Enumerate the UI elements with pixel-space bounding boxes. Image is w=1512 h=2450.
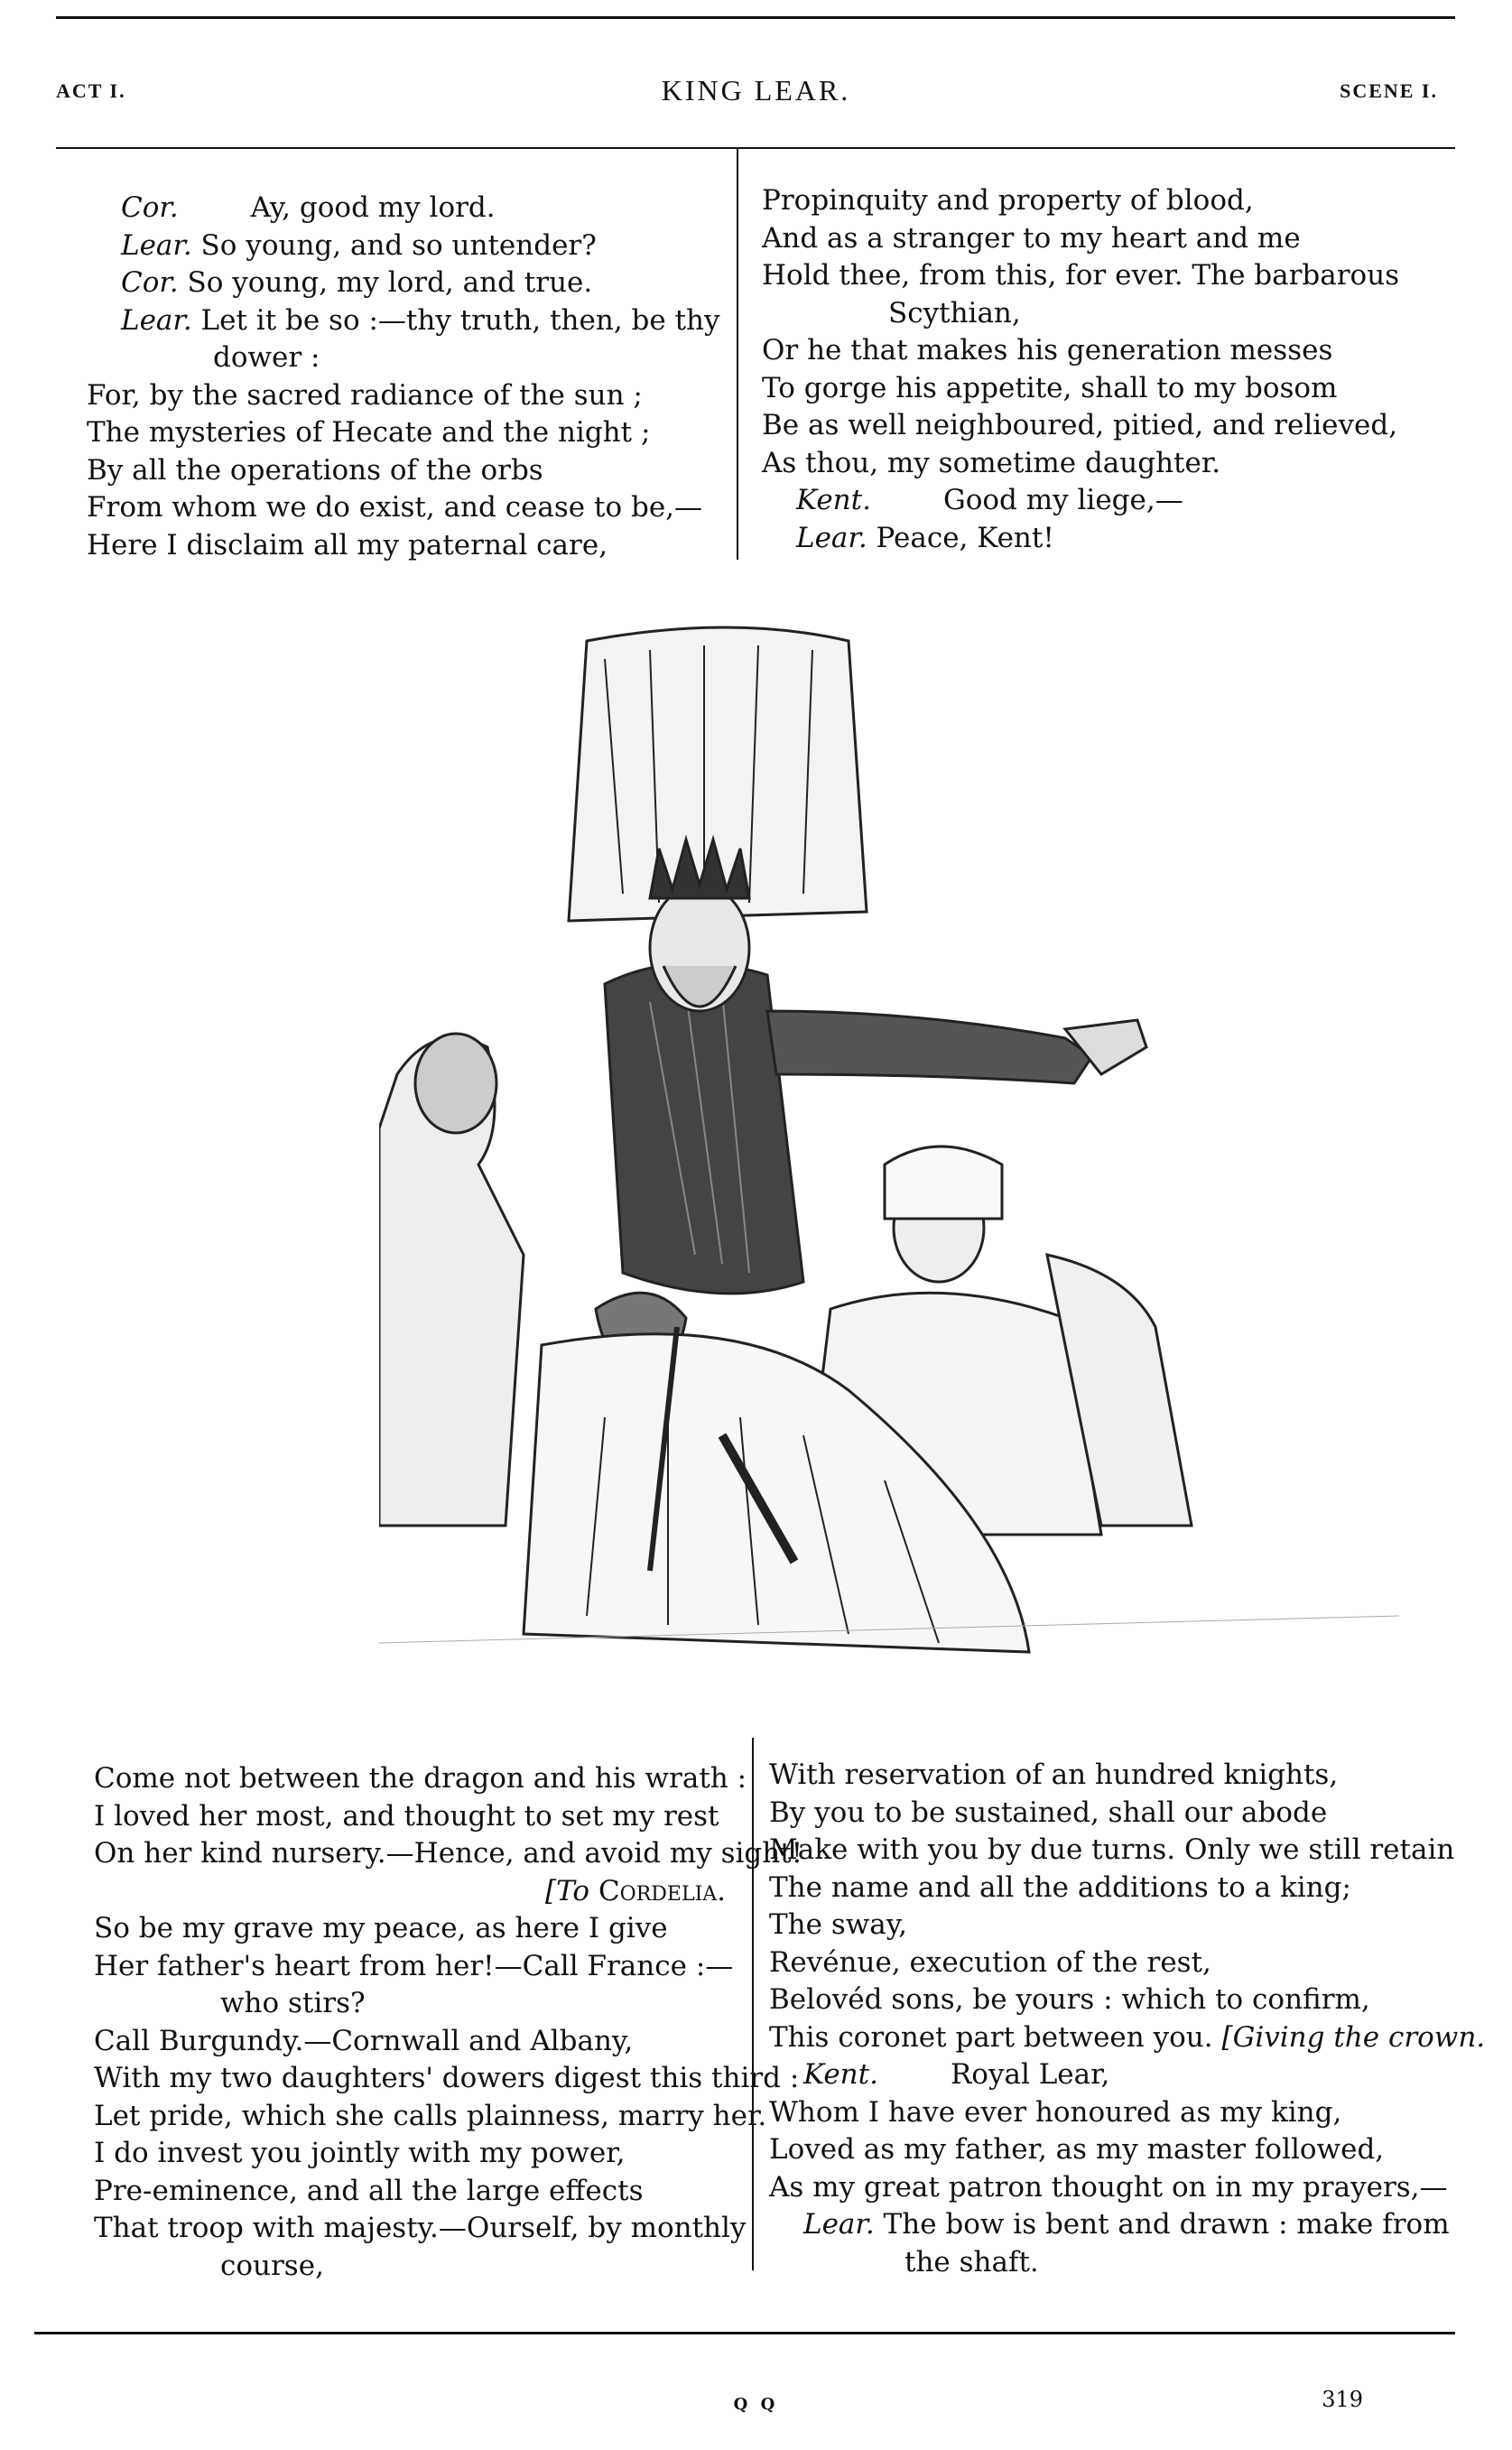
- illustration: [379, 623, 1399, 1711]
- verse-line: [87, 339, 728, 377]
- verse-text: By you to be sustained, shall our abode: [769, 1796, 1328, 1829]
- verse-text: Come not between the dragon and his wrath :: [94, 1762, 747, 1795]
- verse-text: Her father's heart from her!—Call France :—: [94, 1949, 734, 1982]
- verse-text: Loved as my father, as my master followed,: [769, 2133, 1385, 2166]
- verse-text: So young, and so untender?: [200, 228, 597, 262]
- speaker-name: Kent.: [803, 2058, 878, 2091]
- verse-text: I do invest you jointly with my power,: [94, 2137, 626, 2169]
- verse-text: To gorge his appetite, shall to my bosom: [762, 371, 1338, 404]
- verse-line: [769, 2169, 1448, 2207]
- speaker-name: Kent.: [796, 484, 871, 516]
- verse-text: Pre-eminence, and all the large effects: [94, 2174, 644, 2207]
- verse-text: On her kind nursery.—Hence, and avoid my sight!: [94, 1837, 803, 1870]
- verse-text: Hold thee, from this, for ever. The barbarous: [762, 259, 1400, 292]
- verse-text: And as a stranger to my heart and me: [762, 221, 1301, 255]
- verse-text: Whom I have ever honoured as my king,: [769, 2095, 1342, 2129]
- verse-text: So be my grave my peace, as here I give: [94, 1912, 668, 1944]
- verse-text: By all the operations of the orbs: [87, 453, 543, 487]
- verse-text: Call Burgundy.—Cornwall and Albany,: [94, 2024, 634, 2057]
- verse-line: [94, 2098, 767, 2136]
- verse-line: [94, 1910, 726, 1948]
- verse-text: dower :: [213, 341, 320, 374]
- signature-mark: Q Q: [733, 2395, 779, 2414]
- verse-text: So young, my lord, and true.: [187, 266, 593, 299]
- verse-line: [94, 2060, 800, 2098]
- speaker-name: Cor.: [121, 191, 179, 224]
- verse-line: [762, 407, 1412, 445]
- verse-text: This coronet part between you.: [769, 2020, 1213, 2054]
- verse-text: For, by the sacred radiance of the sun ;: [87, 378, 643, 412]
- verse-text: Let pride, which she calls plainness, marry her.: [94, 2099, 767, 2132]
- verse-line: [762, 182, 1412, 220]
- verse-text: Belovéd sons, be yours : which to confirm,: [769, 1983, 1370, 2016]
- top-left-column: [87, 190, 728, 564]
- verse-line: [94, 2210, 747, 2248]
- stage-direction: [To: [545, 1874, 590, 1907]
- verse-line: [769, 2131, 1410, 2169]
- verse-text: Revénue, execution of the rest,: [769, 1945, 1211, 1979]
- verse-line: [762, 520, 1412, 558]
- verse-text: Peace, Kent!: [876, 521, 1054, 554]
- verse-text: Royal Lear,: [950, 2058, 1110, 2091]
- top-right-column: [762, 182, 1412, 557]
- verse-line: [87, 190, 728, 227]
- verse-line: [94, 1835, 803, 1873]
- verse-text: Ay, good my lord.: [250, 191, 496, 224]
- verse-line: [769, 2056, 1410, 2094]
- verse-line: [94, 1873, 726, 1911]
- running-head-scene: SCENE I.: [1340, 79, 1438, 102]
- king-lear-throne-engraving-icon: [379, 623, 1399, 1711]
- verse-line: [87, 227, 728, 265]
- verse-line: [769, 1870, 1410, 1907]
- verse-line: [769, 2244, 1410, 2282]
- footer-rule: [34, 2332, 1455, 2334]
- verse-line: [762, 295, 1412, 333]
- verse-line: [87, 452, 728, 490]
- verse-line: [94, 1760, 747, 1798]
- verse-text: That troop with majesty.—Ourself, by monthly: [94, 2212, 747, 2244]
- verse-text: As my great patron thought on in my prayers,—: [769, 2170, 1448, 2204]
- verse-text: I loved her most, and thought to set my rest: [94, 1799, 719, 1833]
- verse-text: Be as well neighboured, pitied, and relieved,: [762, 409, 1398, 441]
- verse-text: the shaft.: [904, 2245, 1039, 2278]
- speaker-name: Lear.: [796, 521, 867, 554]
- verse-line: [87, 377, 728, 415]
- page-number: 319: [1322, 2387, 1363, 2412]
- verse-text: course,: [220, 2249, 324, 2282]
- verse-text: From whom we do exist, and cease to be,—: [87, 491, 703, 524]
- bottom-right-column: [769, 1757, 1486, 2281]
- header-rule: [56, 147, 1455, 149]
- verse-line: [94, 2135, 726, 2173]
- speaker-name: Lear.: [803, 2208, 875, 2241]
- verse-line: [87, 527, 728, 565]
- verse-text: With my two daughters' dowers digest this third :: [94, 2062, 800, 2094]
- verse-line: [87, 414, 728, 452]
- verse-line: [762, 332, 1412, 370]
- speaker-name: Cor.: [121, 266, 179, 299]
- verse-line: [769, 1907, 1410, 1944]
- verse-text: Let it be so :—thy truth, then, be thy: [200, 303, 720, 337]
- verse-text: Here I disclaim all my paternal care,: [87, 528, 608, 561]
- top-column-divider: [737, 149, 738, 560]
- verse-line: [762, 257, 1412, 295]
- verse-line: [762, 220, 1412, 258]
- verse-text: Scythian,: [888, 296, 1021, 329]
- verse-line: [94, 1985, 726, 2023]
- verse-line: [762, 370, 1412, 408]
- verse-line: [94, 2248, 726, 2286]
- verse-line: [94, 2023, 726, 2061]
- verse-text: Propinquity and property of blood,: [762, 184, 1254, 217]
- verse-line: [87, 489, 728, 527]
- verse-line: [769, 2094, 1410, 2132]
- speaker-name: Lear.: [121, 228, 192, 262]
- speaker-name: Lear.: [121, 303, 192, 337]
- verse-text: With reservation of an hundred knights,: [769, 1759, 1339, 1791]
- bottom-column-divider: [752, 1738, 754, 2270]
- verse-line: [769, 1981, 1410, 2019]
- verse-line: [762, 445, 1412, 483]
- running-head-act: ACT I.: [56, 79, 126, 102]
- verse-text: Make with you by due turns. Only we still retain: [769, 1833, 1455, 1866]
- verse-text: who stirs?: [220, 1987, 366, 2019]
- verse-line: [94, 2173, 726, 2211]
- verse-line: [94, 1798, 726, 1836]
- verse-text: The bow is bent and drawn : make from: [883, 2208, 1450, 2241]
- verse-line: [87, 302, 728, 340]
- bottom-left-column: [94, 1760, 803, 2285]
- verse-text: The mysteries of Hecate and the night ;: [87, 416, 651, 449]
- verse-line: [769, 1795, 1410, 1833]
- top-rule: [56, 16, 1455, 19]
- verse-line: [87, 264, 728, 302]
- verse-line: [94, 1948, 734, 1986]
- verse-text: The sway,: [769, 1908, 908, 1941]
- verse-line: [769, 1944, 1410, 1982]
- stage-direction: [Giving the crown.: [1221, 2020, 1486, 2054]
- verse-line: [762, 482, 1412, 520]
- verse-text: Or he that makes his generation messes: [762, 334, 1333, 367]
- stage-direction-name: Cordelia.: [598, 1874, 726, 1907]
- running-head-title: KING LEAR.: [661, 74, 851, 107]
- verse-text: As thou, my sometime daughter.: [762, 446, 1221, 479]
- verse-line: [769, 2019, 1486, 2057]
- verse-line: [769, 2206, 1450, 2244]
- verse-line: [769, 1757, 1410, 1795]
- verse-line: [769, 1832, 1455, 1870]
- verse-text: The name and all the additions to a king;: [769, 1870, 1351, 1904]
- verse-text: Good my liege,—: [942, 484, 1183, 516]
